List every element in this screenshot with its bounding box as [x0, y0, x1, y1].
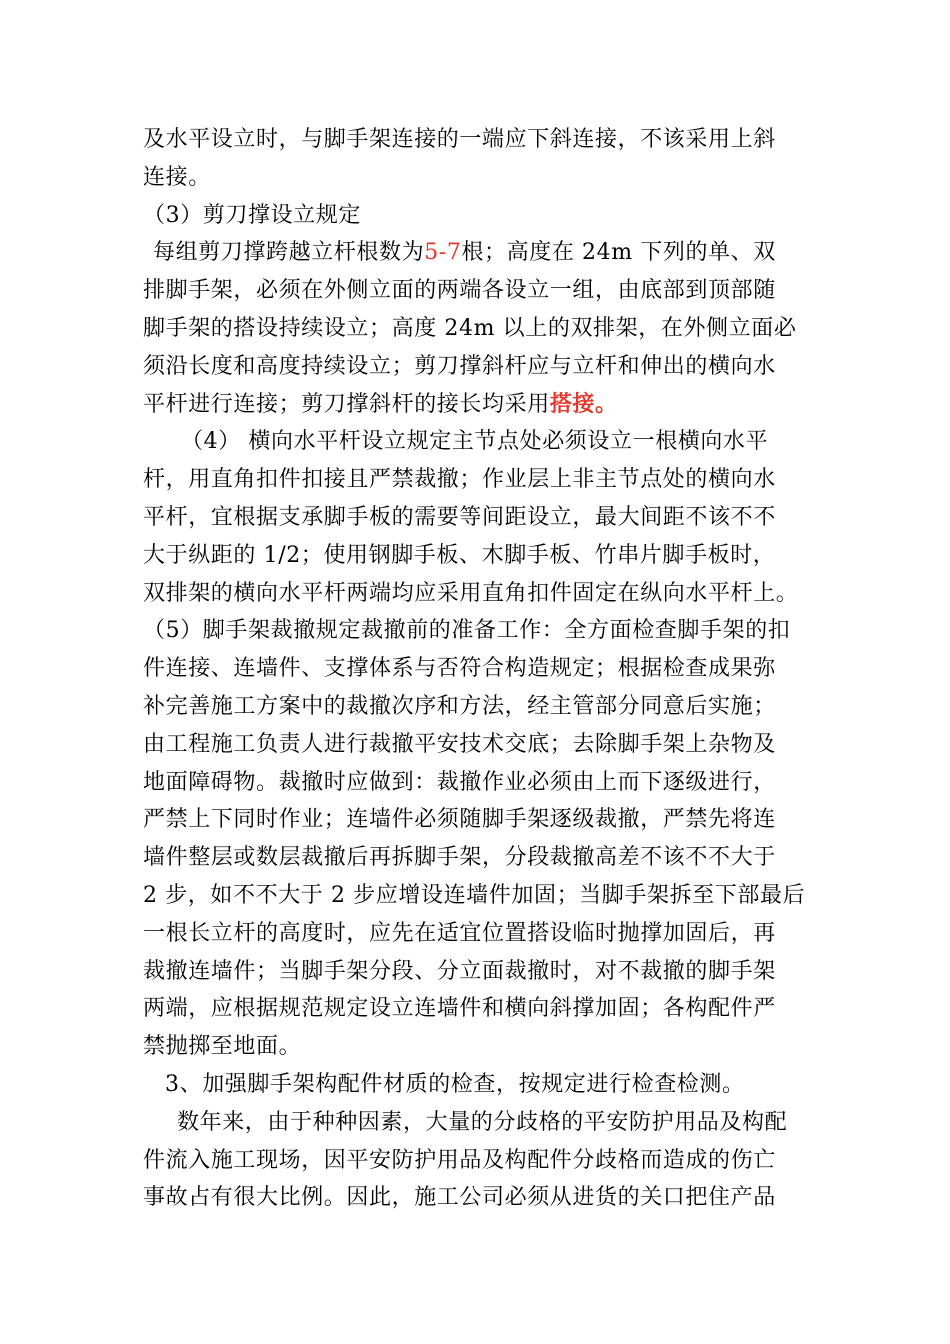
text-line [143, 726, 808, 764]
text-segment: （5）脚手架裁撤规定裁撤前的准备工作：全方面检查脚手架的扣 [143, 618, 791, 644]
text-segment: 件连接、连墙件、支撑体系与否符合构造规定；根据检查成果弥 [143, 656, 776, 682]
text-line [143, 234, 808, 272]
text-segment: 地面障碍物。裁撤时应做到：裁撤作业必须由上而下逐级进行， [143, 769, 776, 795]
text-line [143, 575, 808, 613]
text-line [143, 688, 808, 726]
text-segment: 脚手架的搭设持续设立；高度 24m 以上的双排架，在外侧立面必 [143, 315, 797, 341]
text-segment: 禁抛掷至地面。 [143, 1034, 302, 1060]
text-line [143, 612, 808, 650]
text-segment: 由工程施工负责人进行裁撤平安技术交底；去除脚手架上杂物及 [143, 731, 776, 757]
text-segment: 两端，应根据规范规定设立连墙件和横向斜撑加固；各构配件严 [143, 996, 776, 1022]
text-line [143, 499, 808, 537]
text-line [143, 423, 808, 461]
text-line [143, 801, 808, 839]
text-segment: 事故占有很大比例。因此，施工公司必须从进货的关口把住产品 [143, 1185, 776, 1211]
text-line [143, 272, 808, 310]
text-line [143, 1142, 808, 1180]
text-segment: （4） 横向水平杆设立规定主节点处必须设立一根横向水平 [181, 429, 769, 455]
text-line [143, 348, 808, 386]
text-segment: 严禁上下同时作业；连墙件必须随脚手架逐级裁撤，严禁先将连 [143, 807, 776, 833]
text-line [143, 386, 808, 424]
text-line [143, 461, 808, 499]
text-line [143, 953, 808, 991]
highlighted-text: 搭接。 [549, 390, 618, 417]
text-line [143, 990, 808, 1028]
text-segment: 3、加强脚手架构配件材质的检查，按规定进行检查检测。 [165, 1071, 745, 1097]
highlighted-text: 5-7 [424, 240, 462, 266]
text-line [143, 1028, 808, 1066]
text-line [143, 915, 808, 953]
text-segment: 裁撤连墙件；当脚手架分段、分立面裁撤时，对不裁撤的脚手架 [143, 958, 776, 984]
text-segment: 根；高度在 24m 下列的单、双 [461, 240, 776, 266]
text-segment: 及水平设立时，与脚手架连接的一端应下斜连接，不该采用上斜 [143, 127, 776, 152]
text-line [143, 197, 808, 235]
text-line [143, 764, 808, 802]
text-line [143, 1104, 808, 1142]
text-line [143, 1179, 808, 1217]
text-segment: 大于纵距的 1/2；使用钢脚手板、木脚手板、竹串片脚手板时， [143, 542, 776, 568]
text-segment: 连接。 [143, 164, 211, 190]
text-segment: 2 步，如不不大于 2 步应增设连墙件加固；当脚手架拆至下部最后 [143, 882, 806, 908]
text-segment: 杆，用直角扣件扣接且严禁裁撤；作业层上非主节点处的横向水 [143, 467, 776, 493]
text-line [143, 121, 808, 159]
text-line [143, 877, 808, 915]
text-segment: 一根长立杆的高度时，应先在适宜位置搭设临时抛撑加固后，再 [143, 920, 776, 946]
text-segment: 件流入施工现场，因平安防护用品及构配件分歧格而造成的伤亡 [143, 1147, 776, 1173]
text-segment: 平杆，宜根据支承脚手板的需要等间距设立，最大间距不该不不 [143, 504, 776, 530]
text-segment: 数年来，由于种种因素，大量的分歧格的平安防护用品及构配 [177, 1109, 788, 1135]
body-text [143, 121, 808, 1217]
text-segment: 平杆进行连接；剪刀撑斜杆的接长均采用 [143, 391, 550, 417]
text-line [143, 159, 808, 197]
text-segment: 须沿长度和高度持续设立；剪刀撑斜杆应与立杆和伸出的横向水 [143, 353, 776, 379]
text-line [143, 310, 808, 348]
text-line [143, 839, 808, 877]
text-segment: 墙件整层或数层裁撤后再拆脚手架，分段裁撤高差不该不不大于 [143, 845, 776, 871]
text-segment: 排脚手架，必须在外侧立面的两端各设立一组，由底部到顶部随 [143, 278, 776, 304]
text-segment: 每组剪刀撑跨越立杆根数为 [153, 240, 425, 266]
text-line [143, 1066, 808, 1104]
text-segment: （3）剪刀撑设立规定 [143, 202, 361, 228]
text-segment: 补完善施工方案中的裁撤次序和方法，经主管部分同意后实施； [143, 693, 776, 719]
text-line [143, 537, 808, 575]
text-segment: 双排架的横向水平杆两端均应采用直角扣件固定在纵向水平杆上。 [143, 580, 799, 606]
text-line [143, 650, 808, 688]
